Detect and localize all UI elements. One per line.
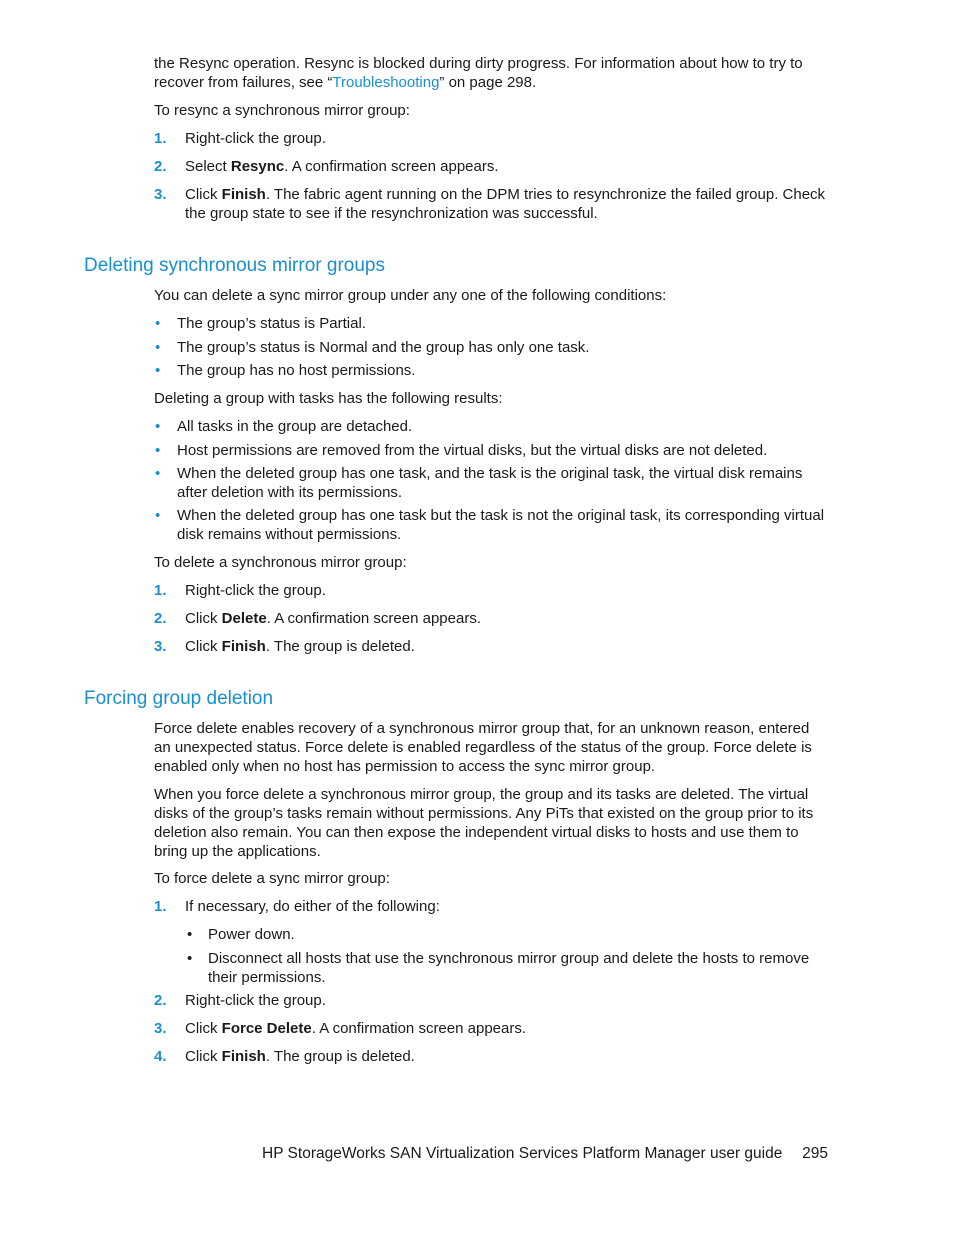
results-lead-text: Deleting a group with tasks has the following results:	[154, 390, 503, 407]
bullet-icon: •	[187, 950, 193, 967]
result-bullet	[154, 464, 820, 502]
step-text: Right-click the group.	[185, 992, 326, 1009]
bullet-text: The group’s status is Normal and the group has only one task.	[177, 339, 590, 356]
delete-step	[154, 581, 834, 600]
step-number: 2.	[154, 610, 167, 627]
ui-term-resync: Resync	[230, 158, 285, 175]
force-step	[154, 1047, 834, 1066]
results-lead	[154, 389, 834, 408]
bullet-text: The group has no host permissions.	[177, 362, 416, 379]
step-text: If necessary, do either of the following:	[185, 898, 440, 915]
intro-line-1: the Resync operation. Resync is blocked during dirty progress. For information about how to try to	[154, 55, 803, 72]
force-paragraph-1-text: Force delete enables recovery of a synchronous mirror group that, for an unknown reason, entered an unexpected status. Force delete is enabled regardless of the status of the group. Force delete is enabled only when no host has permission to access the sync mirror group.	[154, 720, 812, 775]
result-bullet	[154, 506, 836, 544]
step-text: Right-click the group.	[185, 130, 326, 147]
ui-term-force-delete: Force Delete	[221, 1020, 312, 1037]
step-text: Click Finish. The group is deleted.	[185, 1048, 415, 1065]
delete-step	[154, 609, 834, 628]
bullet-icon: •	[155, 465, 161, 482]
force-steps-lead	[154, 869, 834, 888]
condition-bullet	[154, 338, 834, 357]
step-text: Click Finish. The group is deleted.	[185, 638, 415, 655]
step-text: Select Resync. A confirmation screen appears.	[185, 158, 499, 175]
bullet-text: All tasks in the group are detached.	[177, 418, 413, 435]
force-paragraph-1	[154, 719, 818, 776]
ui-term-finish: Finish	[221, 638, 266, 655]
ui-term-delete: Delete	[221, 610, 267, 627]
force-paragraph-2-text: When you force delete a synchronous mirror group, the group and its tasks are deleted. The virtual disks of the group’s tasks remain without permissions. Any PiTs that existed on the group prior to its deletion also remain. You can then expose the independent virtual disks to hosts and use them to bring up the applications.	[154, 786, 814, 860]
force-step	[154, 1019, 834, 1038]
section-heading-deleting: Deleting synchronous mirror groups	[84, 255, 385, 276]
delete-lead	[154, 286, 834, 305]
intro-line-2	[154, 73, 834, 92]
section-heading-forcing: Forcing group deletion	[84, 688, 274, 709]
bullet-text: Power down.	[208, 926, 295, 943]
resync-lead	[154, 101, 834, 120]
step-number: 1.	[154, 898, 167, 915]
bullet-icon: •	[155, 418, 161, 435]
bullet-icon: •	[155, 362, 161, 379]
step-number: 4.	[154, 1048, 167, 1065]
intro-line-2-end: ” on page 298.	[439, 74, 537, 91]
step-number: 3.	[154, 1020, 167, 1037]
bullet-text: When the deleted group has one task, and the task is the original task, the virtual disk remains after deletion with its permissions.	[177, 465, 803, 501]
resync-lead-text: To resync a synchronous mirror group:	[154, 102, 410, 119]
step-text: Click Delete. A confirmation screen appears.	[185, 610, 481, 627]
step-number: 1.	[154, 582, 167, 599]
delete-steps-lead	[154, 553, 834, 572]
delete-step	[154, 637, 834, 656]
footer-title: HP StorageWorks SAN Virtualization Services Platform Manager user guide	[262, 1145, 783, 1162]
force-sub-bullet	[185, 925, 825, 944]
intro-line-2-start: recover from failures, see “	[154, 74, 333, 91]
intro-paragraph	[154, 54, 834, 92]
delete-lead-text: You can delete a sync mirror group under any one of the following conditions:	[154, 287, 667, 304]
step-text: Click Force Delete. A confirmation screen appears.	[185, 1020, 527, 1037]
resync-step	[154, 185, 830, 223]
result-bullet	[154, 441, 834, 460]
bullet-icon: •	[155, 507, 161, 524]
resync-step	[154, 129, 834, 148]
step-number: 3.	[154, 186, 167, 203]
bullet-icon: •	[155, 442, 161, 459]
condition-bullet	[154, 361, 834, 380]
force-sub-bullet	[185, 949, 815, 987]
force-steps-lead-text: To force delete a sync mirror group:	[154, 870, 390, 887]
troubleshooting-link[interactable]: Troubleshooting	[332, 74, 440, 91]
step-number: 1.	[154, 130, 167, 147]
result-bullet	[154, 417, 834, 436]
delete-steps-lead-text: To delete a synchronous mirror group:	[154, 554, 407, 571]
bullet-text: Disconnect all hosts that use the synchronous mirror group and delete the hosts to remove their permissions.	[208, 950, 810, 986]
condition-bullet	[154, 314, 834, 333]
step-number: 2.	[154, 992, 167, 1009]
bullet-text: The group’s status is Partial.	[177, 315, 366, 332]
bullet-icon: •	[155, 315, 161, 332]
step-number: 3.	[154, 638, 167, 655]
step-number: 2.	[154, 158, 167, 175]
ui-term-finish: Finish	[221, 186, 266, 203]
bullet-icon: •	[187, 926, 193, 943]
step-text: Right-click the group.	[185, 582, 326, 599]
resync-step	[154, 157, 834, 176]
ui-term-finish: Finish	[221, 1048, 266, 1065]
bullet-text: Host permissions are removed from the virtual disks, but the virtual disks are not deleted.	[177, 442, 768, 459]
force-step	[154, 991, 834, 1010]
bullet-text: When the deleted group has one task but the task is not the original task, its corresponding virtual disk remains without permissions.	[177, 507, 825, 543]
force-step	[154, 897, 834, 916]
page-number: 295	[802, 1145, 828, 1162]
force-paragraph-2	[154, 785, 822, 861]
step-text: Click Finish. The fabric agent running on the DPM tries to resynchronize the failed group. Check the group state to see if the resynchronization was successful.	[185, 186, 826, 222]
bullet-icon: •	[155, 339, 161, 356]
